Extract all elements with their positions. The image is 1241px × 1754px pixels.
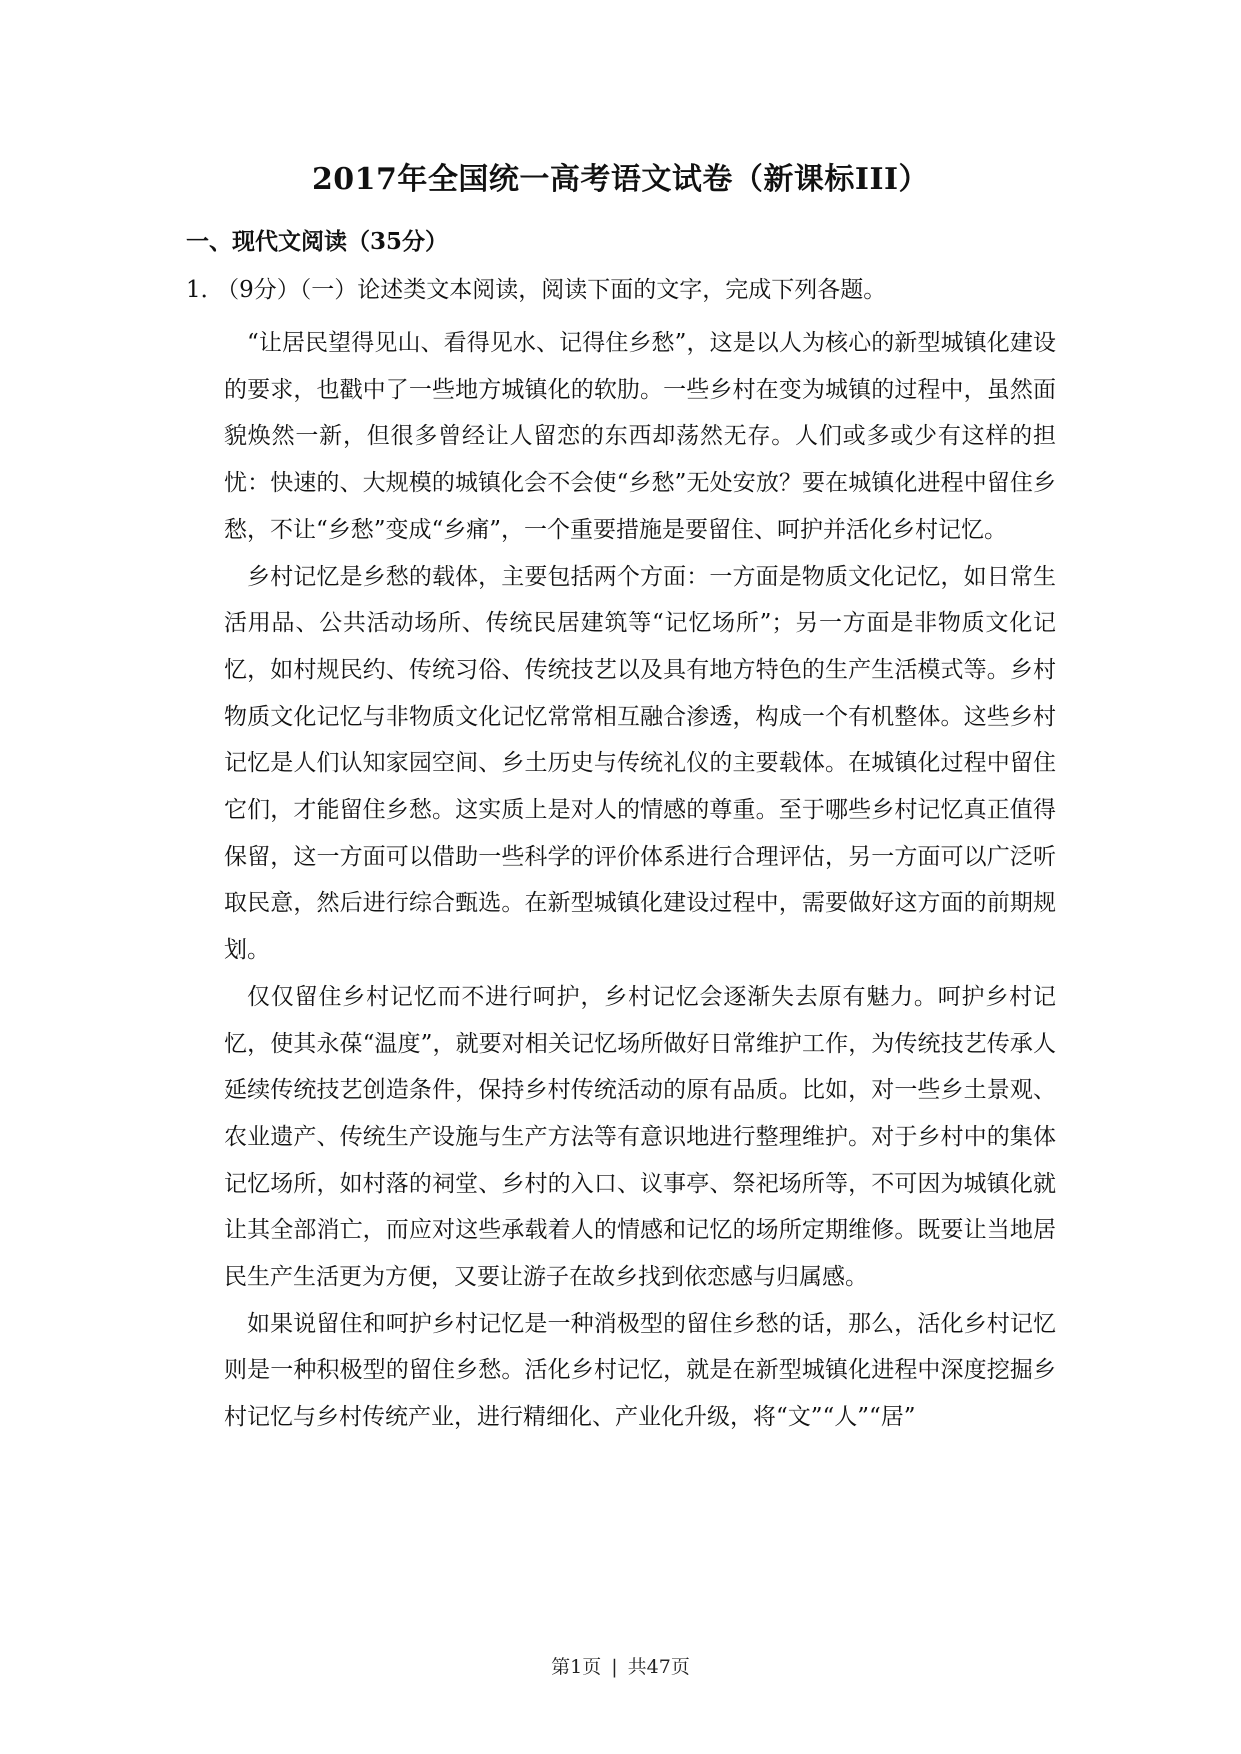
reading-passage <box>224 320 1056 1441</box>
passage-paragraph-3: 仅仅留住乡村记忆而不进行呵护，乡村记忆会逐渐失去原有魅力。呵护乡村记忆，使其永葆“温度”，就要对相关记忆场所做好日常维护工作，为传统技艺传承人延续传统技艺创造条件，保持乡村传统活动的原有品质。比如，对一些乡土景观、农业遗产、传统生产设施与生产方法等有意识地进行整理维护。对于乡村中的集体记忆场所，如村落的祠堂、乡村的入口、议事亭、祭祀场所等，不可因为城镇化就让其全部消亡，而应对这些承载着人的情感和记忆的场所定期维修。既要让当地居民生产生活更为方便，又要让游子在故乡找到依恋感与归属感。 <box>224 983 1056 1291</box>
passage-paragraph-4: 如果说留住和呵护乡村记忆是一种消极型的留住乡愁的话，那么，活化乡村记忆则是一种积极型的留住乡愁。活化乡村记忆，就是在新型城镇化进程中深度挖掘乡村记忆与乡村传统产业，进行精细化、产业化升级，将“文”“人”“居” <box>224 1310 1056 1431</box>
passage-paragraph-1: “让居民望得见山、看得见水、记得住乡愁”，这是以人为核心的新型城镇化建设的要求，也戳中了一些地方城镇化的软肋。一些乡村在变为城镇的过程中，虽然面貌焕然一新，但很多曾经让人留恋的东西却荡然无存。人们或多或少有这样的担忧：快速的、大规模的城镇化会不会使“乡愁”无处安放？要在城镇化进程中留住乡愁，不让“乡愁”变成“乡痛”，一个重要措施是要留住、呵护并活化乡村记忆。 <box>224 330 1056 543</box>
document-title: 2017年全国统一高考语文试卷（新课标III） <box>311 162 930 197</box>
question-1 <box>186 274 886 306</box>
question-number: 1． <box>186 277 224 303</box>
page-number: 第1页 <box>551 1656 602 1678</box>
page-footer <box>0 1655 1241 1679</box>
section-heading: 一、现代文阅读（35分） <box>186 228 449 255</box>
question-prompt: （9分）（一）论述类文本阅读，阅读下面的文字，完成下列各题。 <box>227 277 887 303</box>
page-total: 共47页 <box>627 1656 690 1678</box>
footer-separator: | <box>611 1656 618 1678</box>
passage-paragraph-2: 乡村记忆是乡愁的载体，主要包括两个方面：一方面是物质文化记忆，如日常生活用品、公共活动场所、传统民居建筑等“记忆场所”；另一方面是非物质文化记忆，如村规民约、传统习俗、传统技艺以及具有地方特色的生产生活模式等。乡村物质文化记忆与非物质文化记忆常常相互融合渗透，构成一个有机整体。这些乡村记忆是人们认知家园空间、乡土历史与传统礼仪的主要载体。在城镇化过程中留住它们，才能留住乡愁。这实质上是对人的情感的尊重。至于哪些乡村记忆真正值得保留，这一方面可以借助一些科学的评价体系进行合理评估，另一方面可以广泛听取民意，然后进行综合甄选。在新型城镇化建设过程中，需要做好这方面的前期规划。 <box>224 563 1056 964</box>
